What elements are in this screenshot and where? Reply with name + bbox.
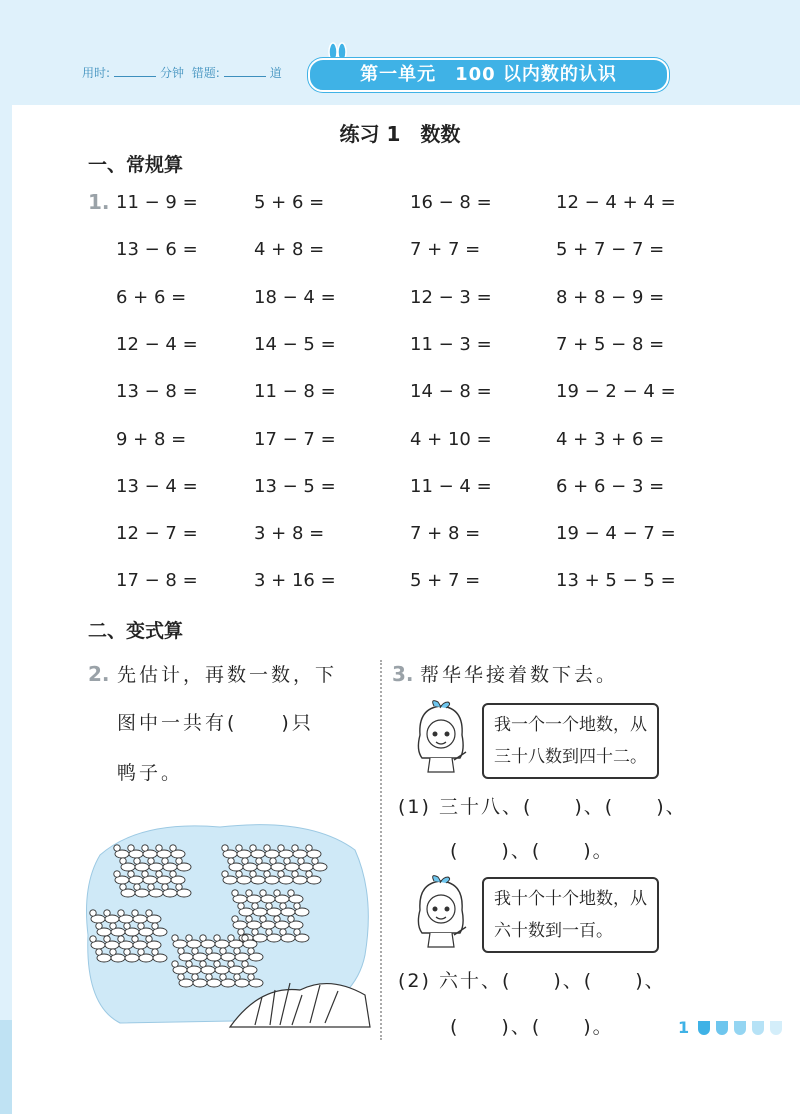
duck-pond-illustration: [80, 815, 375, 1030]
progress-dot-icon: [698, 1021, 710, 1035]
calc-item: 14 − 8 =: [410, 381, 492, 403]
calc-item: 4 + 3 + 6 =: [556, 428, 665, 450]
calc-item: 8 + 8 − 9 =: [556, 286, 665, 308]
question-number-2: 2.: [88, 662, 110, 686]
speech-bubble-2: [482, 877, 659, 953]
calc-item: 16 − 8 =: [410, 192, 492, 213]
calc-item: 5 + 7 =: [410, 570, 481, 592]
calc-item: 11 − 3 =: [410, 333, 492, 355]
lesson-title: 练习 1 数数: [339, 122, 461, 146]
calc-item: 13 − 8 =: [116, 381, 198, 403]
errors-unit: 道: [269, 66, 282, 80]
errors-label: 错题:: [191, 66, 220, 80]
calc-item: 13 − 4 =: [116, 475, 198, 497]
left-margin-strip-bottom: [0, 1020, 12, 1114]
q3-prompt: 帮华华接着数下去。: [420, 664, 619, 686]
calc-item: 5 + 6 =: [254, 192, 325, 213]
calc-item: 17 − 8 =: [116, 570, 198, 592]
calc-item: 13 − 5 =: [254, 475, 336, 497]
q3-part2-line1[interactable]: (2) 六十、( )、( )、: [398, 970, 666, 992]
section-heading-variant: 二、变式算: [88, 620, 184, 642]
errors-blank[interactable]: [224, 66, 266, 77]
q3-part1-line1[interactable]: (1) 三十八、( )、( )、: [398, 796, 687, 818]
calc-item: 19 − 2 − 4 =: [556, 381, 676, 403]
calc-item: 12 − 4 =: [116, 333, 198, 355]
bubble2-line1: 我十个十个地数，从: [494, 889, 647, 909]
calc-item: 7 + 7 =: [410, 239, 481, 261]
progress-dot-icon: [716, 1021, 728, 1035]
q2-text-line3: 鸭子。: [117, 762, 184, 784]
calc-item: 19 − 4 − 7 =: [556, 523, 676, 545]
calc-item: 11 − 4 =: [410, 475, 492, 497]
calc-item: 6 + 6 − 3 =: [556, 475, 665, 497]
progress-dot-icon: [770, 1021, 782, 1035]
calc-item: 12 − 7 =: [116, 523, 198, 545]
time-label: 用时:: [82, 66, 111, 80]
calc-item: 4 + 10 =: [410, 428, 492, 450]
calc-item: 13 + 5 − 5 =: [556, 570, 676, 592]
girl-character-icon: [410, 700, 472, 775]
time-unit: 分钟: [160, 66, 185, 80]
bubble1-line1: 我一个一个地数，从: [494, 715, 647, 735]
q2-text-line1: 先估计，再数一数，下: [117, 664, 338, 686]
calc-item: 18 − 4 =: [254, 286, 336, 308]
time-blank[interactable]: [114, 66, 156, 77]
bubble2-line2: 六十数到一百。: [494, 921, 613, 941]
calc-item: 12 − 3 =: [410, 286, 492, 308]
calc-item: 7 + 8 =: [410, 523, 481, 545]
calc-item: 6 + 6 =: [116, 286, 187, 308]
calc-item: 5 + 7 − 7 =: [556, 239, 665, 261]
calc-item: 13 − 6 =: [116, 239, 198, 261]
calc-item: 12 − 4 + 4 =: [556, 192, 676, 213]
calc-item: 3 + 16 =: [254, 570, 336, 592]
speech-bubble-1: [482, 703, 659, 779]
bubble1-line2: 三十八数到四十二。: [494, 747, 647, 767]
column-divider: [380, 660, 382, 1040]
calc-item: 4 + 8 =: [254, 239, 325, 261]
q3-part2-line2[interactable]: ( )、( )。: [450, 1016, 614, 1038]
calc-item: 9 + 8 =: [116, 428, 187, 450]
girl-character-icon-2: [410, 875, 472, 950]
question-number-1: 1.: [88, 190, 110, 214]
calc-item: 11 − 9 =: [116, 192, 198, 213]
question-number-3: 3.: [392, 662, 414, 686]
q2-text-line2: 图中一共有( )只: [117, 712, 314, 734]
q3-part1-line2[interactable]: ( )、( )。: [450, 840, 614, 862]
section-heading-routine: 一、常规算: [88, 154, 184, 176]
left-margin-strip: [0, 100, 12, 1114]
calc-item: 3 + 8 =: [254, 523, 325, 545]
calc-item: 11 − 8 =: [254, 381, 336, 403]
progress-dot-icon: [752, 1021, 764, 1035]
time-errors-record: [82, 64, 282, 81]
calc-item: 7 + 5 − 8 =: [556, 333, 665, 355]
page-number: 1: [678, 1018, 690, 1037]
calc-item: 14 − 5 =: [254, 333, 336, 355]
unit-title: 第一单元 100 以内数的认识: [308, 58, 669, 92]
progress-dot-icon: [734, 1021, 746, 1035]
calc-item: 17 − 7 =: [254, 428, 336, 450]
